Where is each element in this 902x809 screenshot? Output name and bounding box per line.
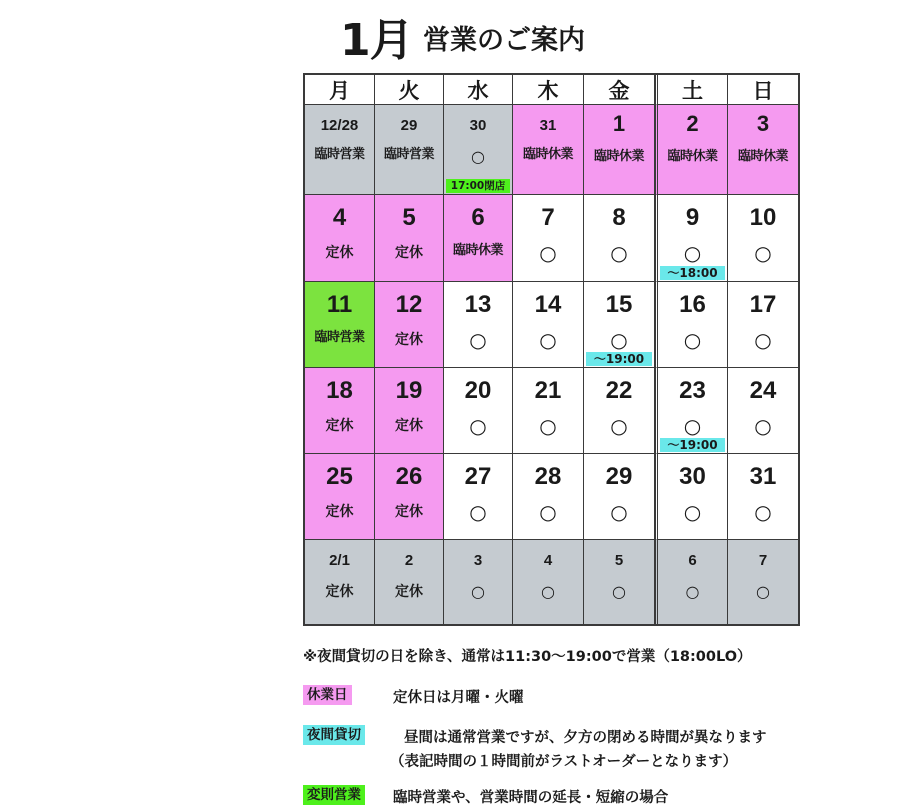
weekday-header: 土	[655, 75, 728, 105]
day-status-label: 定休	[325, 245, 354, 261]
hours-note: 17:00閉店	[446, 179, 510, 193]
calendar-day	[444, 105, 513, 195]
day-number: 2	[686, 111, 699, 136]
day-status-label: 定休	[325, 418, 354, 434]
calendar-day	[584, 105, 655, 195]
day-number: 12	[395, 291, 423, 318]
day-number: 30	[469, 117, 487, 134]
day-status-label: 臨時休業	[737, 149, 788, 164]
day-status-label: 定休	[395, 245, 423, 261]
calendar-day	[513, 195, 584, 282]
day-number: 25	[326, 463, 353, 490]
day-number: 3	[756, 111, 770, 136]
calendar-day	[728, 105, 798, 195]
day-status-label: 臨時営業	[383, 147, 434, 162]
day-status-label: 臨時休業	[593, 149, 644, 164]
calendar-day	[444, 454, 513, 540]
calendar-day	[584, 195, 655, 282]
calendar-day	[444, 368, 513, 454]
day-status-label: 臨時営業	[314, 330, 365, 345]
calendar-day	[375, 454, 444, 540]
day-number: 7	[541, 204, 555, 231]
open-circle-icon: ○	[683, 241, 702, 265]
calendar-day	[584, 540, 655, 624]
open-circle-icon: ○	[754, 328, 772, 352]
calendar-day	[513, 105, 584, 195]
calendar-day	[444, 282, 513, 368]
title-month: 1月	[340, 15, 413, 66]
day-number: 15	[605, 291, 633, 318]
calendar-day	[305, 368, 375, 454]
open-circle-icon: ○	[756, 582, 770, 601]
open-circle-icon: ○	[469, 500, 487, 524]
page-header	[0, 0, 902, 66]
calendar-day	[513, 282, 584, 368]
legend-text-holiday: 定休日は月曜・火曜	[393, 690, 524, 706]
calendar-day	[305, 195, 375, 282]
open-circle-icon: ○	[683, 500, 702, 524]
day-status-label: 定休	[395, 584, 423, 600]
day-number: 30	[679, 463, 706, 490]
day-number: 29	[605, 463, 633, 490]
day-number: 4	[332, 204, 347, 231]
hours-note: ～19:00	[660, 438, 725, 452]
day-number: 14	[534, 291, 562, 318]
open-circle-icon: ○	[469, 414, 487, 438]
calendar-grid	[303, 73, 800, 626]
calendar-day	[728, 454, 798, 540]
open-circle-icon: ○	[612, 582, 626, 601]
legend-text-night-2: （表記時間の１時間前がラストオーダーとなります）	[390, 754, 738, 770]
calendar-day	[655, 282, 728, 368]
day-number: 16	[679, 291, 706, 318]
open-circle-icon: ○	[471, 147, 485, 166]
open-circle-icon: ○	[469, 328, 487, 352]
weekday-header: 火	[375, 75, 444, 105]
day-number: 28	[534, 463, 562, 490]
day-number: 22	[605, 377, 633, 404]
day-number: 18	[326, 377, 353, 404]
open-circle-icon: ○	[610, 241, 628, 265]
open-circle-icon: ○	[539, 241, 557, 265]
day-status-label: 定休	[325, 584, 354, 600]
day-number: 5	[402, 204, 416, 231]
day-status-label: 臨時休業	[452, 243, 503, 258]
calendar-day	[375, 368, 444, 454]
day-number: 29	[400, 117, 418, 134]
calendar-day	[513, 454, 584, 540]
open-circle-icon: ○	[539, 500, 557, 524]
day-status-label: 定休	[325, 504, 354, 520]
weekday-header: 日	[728, 75, 798, 105]
legend-badge-night: 夜間貸切	[303, 725, 365, 745]
open-circle-icon: ○	[754, 500, 772, 524]
day-status-label: 定休	[395, 418, 423, 434]
day-status-label: 臨時休業	[667, 149, 718, 164]
day-number: 6	[471, 204, 485, 231]
day-number: 2	[404, 552, 414, 569]
legend-badge-irregular: 変則営業	[303, 785, 365, 805]
calendar-day	[728, 195, 798, 282]
day-number: 10	[749, 204, 777, 231]
day-number: 31	[749, 463, 777, 490]
day-number: 31	[539, 117, 557, 134]
day-number: 9	[685, 204, 700, 231]
day-number: 23	[679, 377, 706, 404]
calendar-day	[305, 540, 375, 624]
day-number: 17	[749, 291, 777, 318]
weekday-header: 月	[305, 75, 375, 105]
day-number: 24	[749, 377, 777, 404]
calendar-day	[375, 540, 444, 624]
day-number: 21	[534, 377, 562, 404]
day-status-label: 定休	[395, 504, 423, 520]
weekday-header: 木	[513, 75, 584, 105]
open-circle-icon: ○	[754, 241, 772, 265]
main-note: ※夜間貸切の日を除き、通常は11:30～19:00で営業（18:00LO）	[303, 649, 752, 665]
day-number: 4	[543, 552, 553, 569]
calendar-day	[728, 282, 798, 368]
calendar-day	[375, 105, 444, 195]
day-number: 7	[758, 552, 768, 569]
open-circle-icon: ○	[610, 328, 628, 352]
calendar-day	[375, 282, 444, 368]
calendar-day	[584, 454, 655, 540]
day-number: 6	[688, 552, 697, 569]
weekday-header: 水	[444, 75, 513, 105]
open-circle-icon: ○	[754, 414, 772, 438]
hours-note: ～18:00	[660, 266, 725, 280]
legend-text-irregular: 臨時営業や、営業時間の延長・短縮の場合	[393, 790, 669, 806]
open-circle-icon: ○	[541, 582, 555, 601]
calendar-day	[305, 454, 375, 540]
open-circle-icon: ○	[539, 414, 557, 438]
calendar-day	[513, 540, 584, 624]
open-circle-icon: ○	[539, 328, 557, 352]
calendar-day	[513, 368, 584, 454]
day-number: 27	[464, 463, 492, 490]
calendar-day	[305, 282, 375, 368]
legend-badge-holiday: 休業日	[303, 685, 352, 705]
calendar-day	[728, 540, 798, 624]
legend-text-night: 昼間は通常営業ですが、夕方の閉める時間が異なります	[404, 730, 767, 746]
open-circle-icon: ○	[683, 328, 702, 352]
day-number: 11	[326, 291, 353, 318]
open-circle-icon: ○	[610, 500, 628, 524]
day-number: 1	[612, 111, 626, 136]
calendar-day	[444, 195, 513, 282]
calendar-day	[655, 540, 728, 624]
calendar-day	[728, 368, 798, 454]
day-number: 3	[473, 552, 483, 569]
open-circle-icon: ○	[471, 582, 485, 601]
day-status-label: 臨時営業	[314, 147, 365, 162]
open-circle-icon: ○	[685, 582, 700, 601]
calendar-day	[305, 105, 375, 195]
calendar-day	[655, 368, 728, 454]
calendar-day	[655, 195, 728, 282]
calendar-day	[375, 195, 444, 282]
day-number: 13	[464, 291, 492, 318]
calendar-day	[584, 282, 655, 368]
day-number: 8	[612, 204, 626, 231]
open-circle-icon: ○	[683, 414, 702, 438]
day-status-label: 臨時休業	[522, 147, 573, 162]
day-status-label: 定休	[395, 332, 423, 348]
calendar-day	[655, 105, 728, 195]
calendar-day	[584, 368, 655, 454]
day-number: 20	[464, 377, 492, 404]
calendar-day	[655, 454, 728, 540]
hours-note: ～19:00	[586, 352, 652, 366]
open-circle-icon: ○	[610, 414, 628, 438]
day-number: 26	[395, 463, 423, 490]
weekday-header: 金	[584, 75, 655, 105]
title-text: 営業のご案内	[423, 25, 585, 56]
day-number: 19	[395, 377, 423, 404]
day-number: 2/1	[329, 552, 350, 569]
day-number: 5	[614, 552, 624, 569]
calendar-day	[444, 540, 513, 624]
day-number: 12/28	[320, 117, 359, 134]
